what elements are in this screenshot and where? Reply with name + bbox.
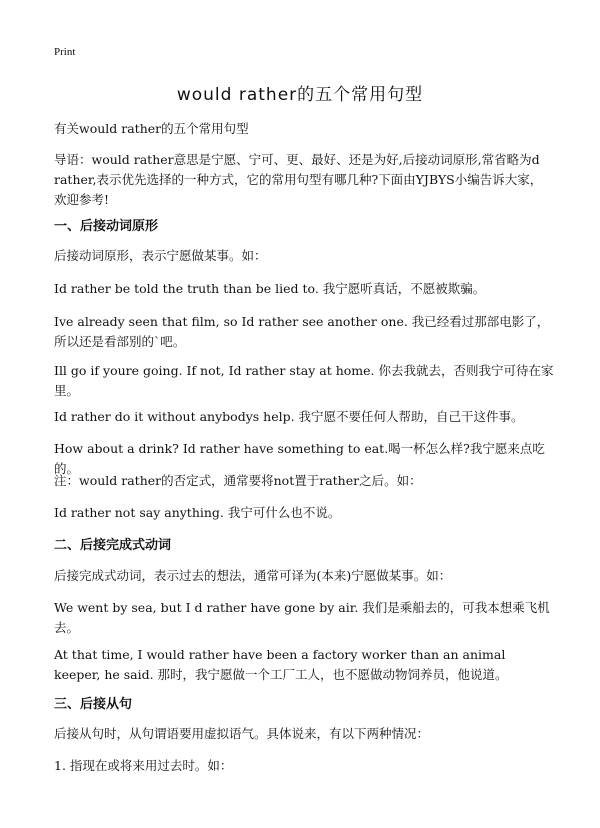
section-heading-3: 三、后接从句 (54, 697, 133, 712)
example-sentence: Id rather do it without anybodys help. 我宁愿不要任何人帮助，自己干这件事。 (54, 409, 524, 424)
section1-desc: 后接动词原形，表示宁愿做某事。如： (54, 248, 267, 263)
section2-desc: 后接完成式动词，表示过去的想法，通常可译为(本来)宁愿做某事。如： (54, 568, 452, 583)
subtitle: 有关would rather的五个常用句型 (54, 121, 249, 136)
list-item: 1. 指现在或将来用过去时。如： (54, 758, 233, 773)
page-title: would rather的五个常用句型 (176, 85, 424, 105)
intro-paragraph: 导语：would rather意思是宁愿、宁可、更、最好、还是为好,后接动词原形,常省略为d rather,表示优先选择的一种方式，它的常用句型有哪几种?下面由YJBYS小编告诉大家，欢迎参考! (54, 152, 543, 207)
example-sentence: Id rather not say anything. 我宁可什么也不说。 (54, 505, 341, 520)
example-sentence: Id rather be told the truth than be lied to. 我宁愿听真话，不愿被欺骗。 (54, 281, 486, 296)
note-paragraph: 注：would rather的否定式，通常要将not置于rather之后。如： (54, 473, 422, 488)
print-link[interactable]: Print (54, 46, 76, 58)
example-sentence: How about a drink? Id rather have something to eat.喝一杯怎么样?我宁愿来点吃的。 (54, 441, 545, 476)
example-sentence: At that time, I would rather have been a factory worker than an animal keeper, he said. 那时，我宁愿做一个工厂工人，也不愿做动物饲养员，他说道。 (54, 647, 508, 682)
example-sentence: Ill go if youre going. If not, Id rather stay at home. 你去我就去，否则我宁可待在家里。 (54, 363, 554, 398)
example-sentence: We went by sea, but I d rather have gone by air. 我们是乘船去的，可我本想乘飞机去。 (54, 600, 550, 635)
section-heading-1: 一、后接动词原形 (54, 219, 159, 234)
example-sentence: Ive already seen that film, so Id rather see another one. 我已经看过那部电影了，所以还是看部别的`吧。 (54, 314, 550, 349)
section3-desc: 后接从句时，从句谓语要用虚拟语气。具体说来，有以下两种情况： (54, 726, 430, 741)
section-heading-2: 二、后接完成式动词 (54, 538, 172, 553)
